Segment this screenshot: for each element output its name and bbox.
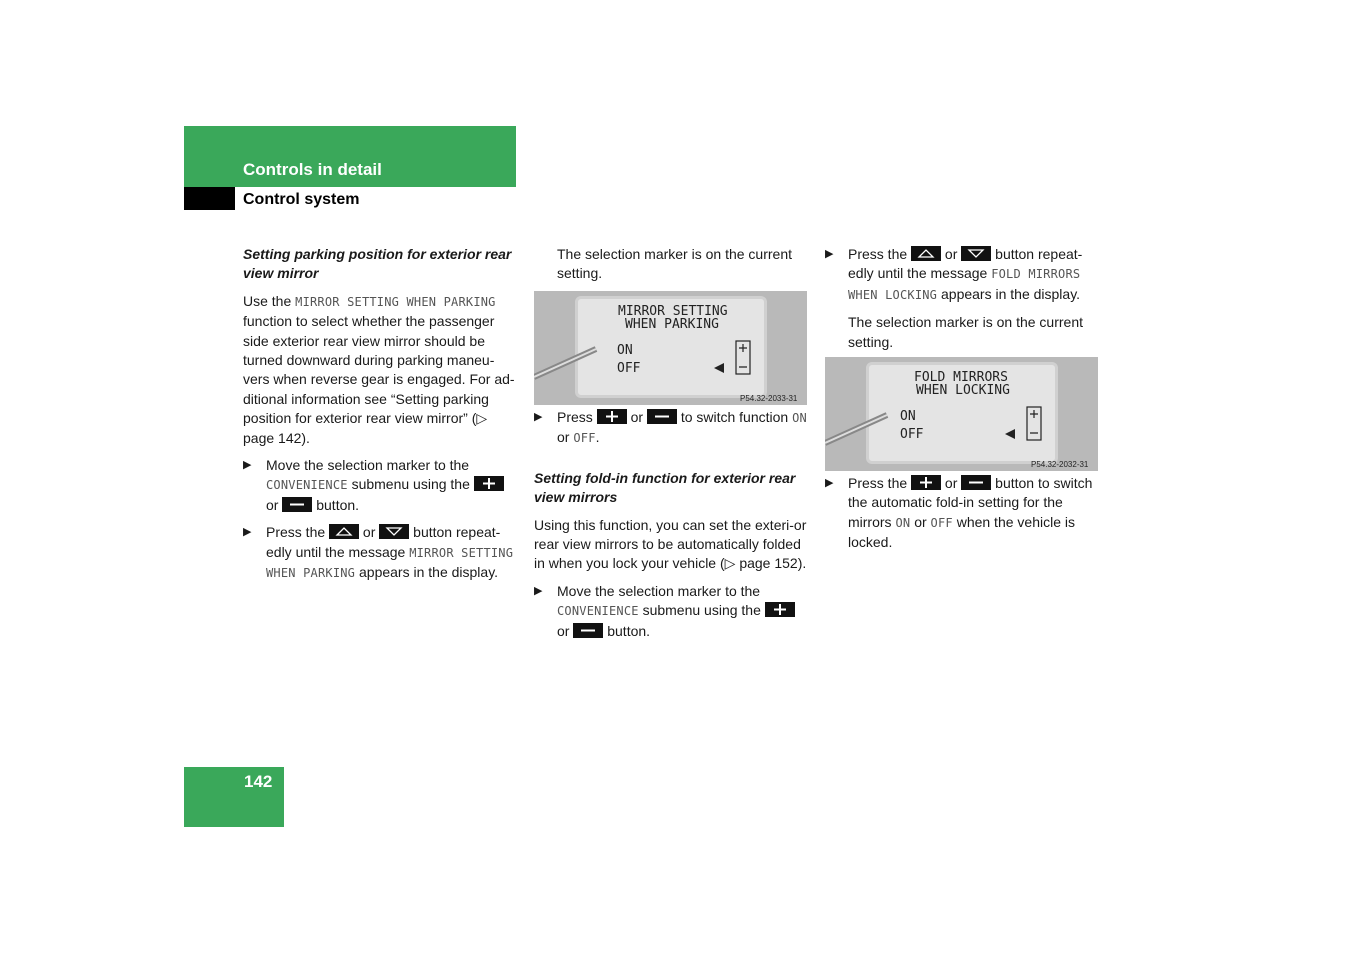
heading-fold-in: Setting fold-in function for exterior rear view mirrors [534,469,796,506]
page-reference: (▷ page 152). [720,555,807,572]
bullet-icon: ▶ [825,248,834,260]
minus-key-icon [282,497,312,512]
plus-key-icon [474,476,504,491]
list-item: ▶ Move the selection marker to the CONVENIENCE submenu using the or button. [534,582,809,641]
minus-key-icon [647,409,677,424]
column-2-top [557,245,807,292]
paragraph-marker: The selection marker is on the current setting. [557,246,792,282]
display-mirror-setting: MIRROR SETTING WHEN PARKING ON OFF P54.32-2033-31 [534,291,807,405]
paragraph-marker: The selection marker is on the current setting. [848,314,1083,350]
bullet-icon: ▶ [243,526,252,539]
page-number: 142 [244,772,273,791]
display-fold-mirrors: FOLD MIRRORS WHEN LOCKING ON OFF P54.32-2032-31 [825,357,1098,471]
paragraph-intro: Use the MIRROR SETTING WHEN PARKING function to select whether the passenger side exterior rear view mirror should be turned downward during parking maneu-vers when reverse gear is engaged. For ad-ditional information see “Setting parking position for exterior rear view mirror” (▷ page 142). [243,292,515,446]
display-graphics [534,291,807,405]
list-item: ▶ Press the or button repeat-edly until the message MIRROR SETTING WHEN PARKING appears in the display. [243,524,514,581]
bullet-icon: ▶ [243,459,252,472]
heading-parking-position: Setting parking position for exterior rear view mirror [243,246,512,282]
subsection-title: Control system [243,191,360,208]
display-graphics [825,357,1098,471]
list-item: ▶ Move the selection marker to the CONVENIENCE submenu using the or button. [243,456,518,515]
minus-key-icon [961,475,991,490]
column-1 [243,245,518,592]
bullet-icon: ▶ [534,584,543,597]
plus-key-icon [597,409,627,424]
list-item: ▶ Press or to switch function ON or OFF. [534,409,807,446]
bullet-icon: ▶ [534,411,543,423]
list-item: ▶ Press the or button to switch the automatic fold-in setting for the mirrors ON or OFF when the vehicle is locked. [825,475,1093,551]
page-reference: (▷ page 142). [243,410,488,446]
column-2-bottom [534,408,809,649]
section-title: Controls in detail [243,160,382,179]
paragraph-fold-in: Using this function, you can set the exteri-or rear view mirrors to be automatically folded in when you lock your vehicle (▷ page 152). [534,516,807,572]
up-key-icon [911,246,941,261]
down-key-icon [379,524,409,539]
down-key-icon [961,246,991,261]
section-marker [184,187,235,210]
list-item: ▶ Press the or button repeat-edly until the message FOLD MIRRORS WHEN LOCKING appears in the display. [825,246,1083,302]
bullet-icon: ▶ [825,477,834,489]
column-3-top [825,245,1099,360]
column-3-bottom [825,474,1099,561]
minus-key-icon [573,623,603,638]
plus-key-icon [765,602,795,617]
plus-key-icon [911,475,941,490]
figure-code: P54.32-2032-31 [1031,460,1089,469]
figure-code: P54.32-2033-31 [740,394,798,403]
up-key-icon [329,524,359,539]
